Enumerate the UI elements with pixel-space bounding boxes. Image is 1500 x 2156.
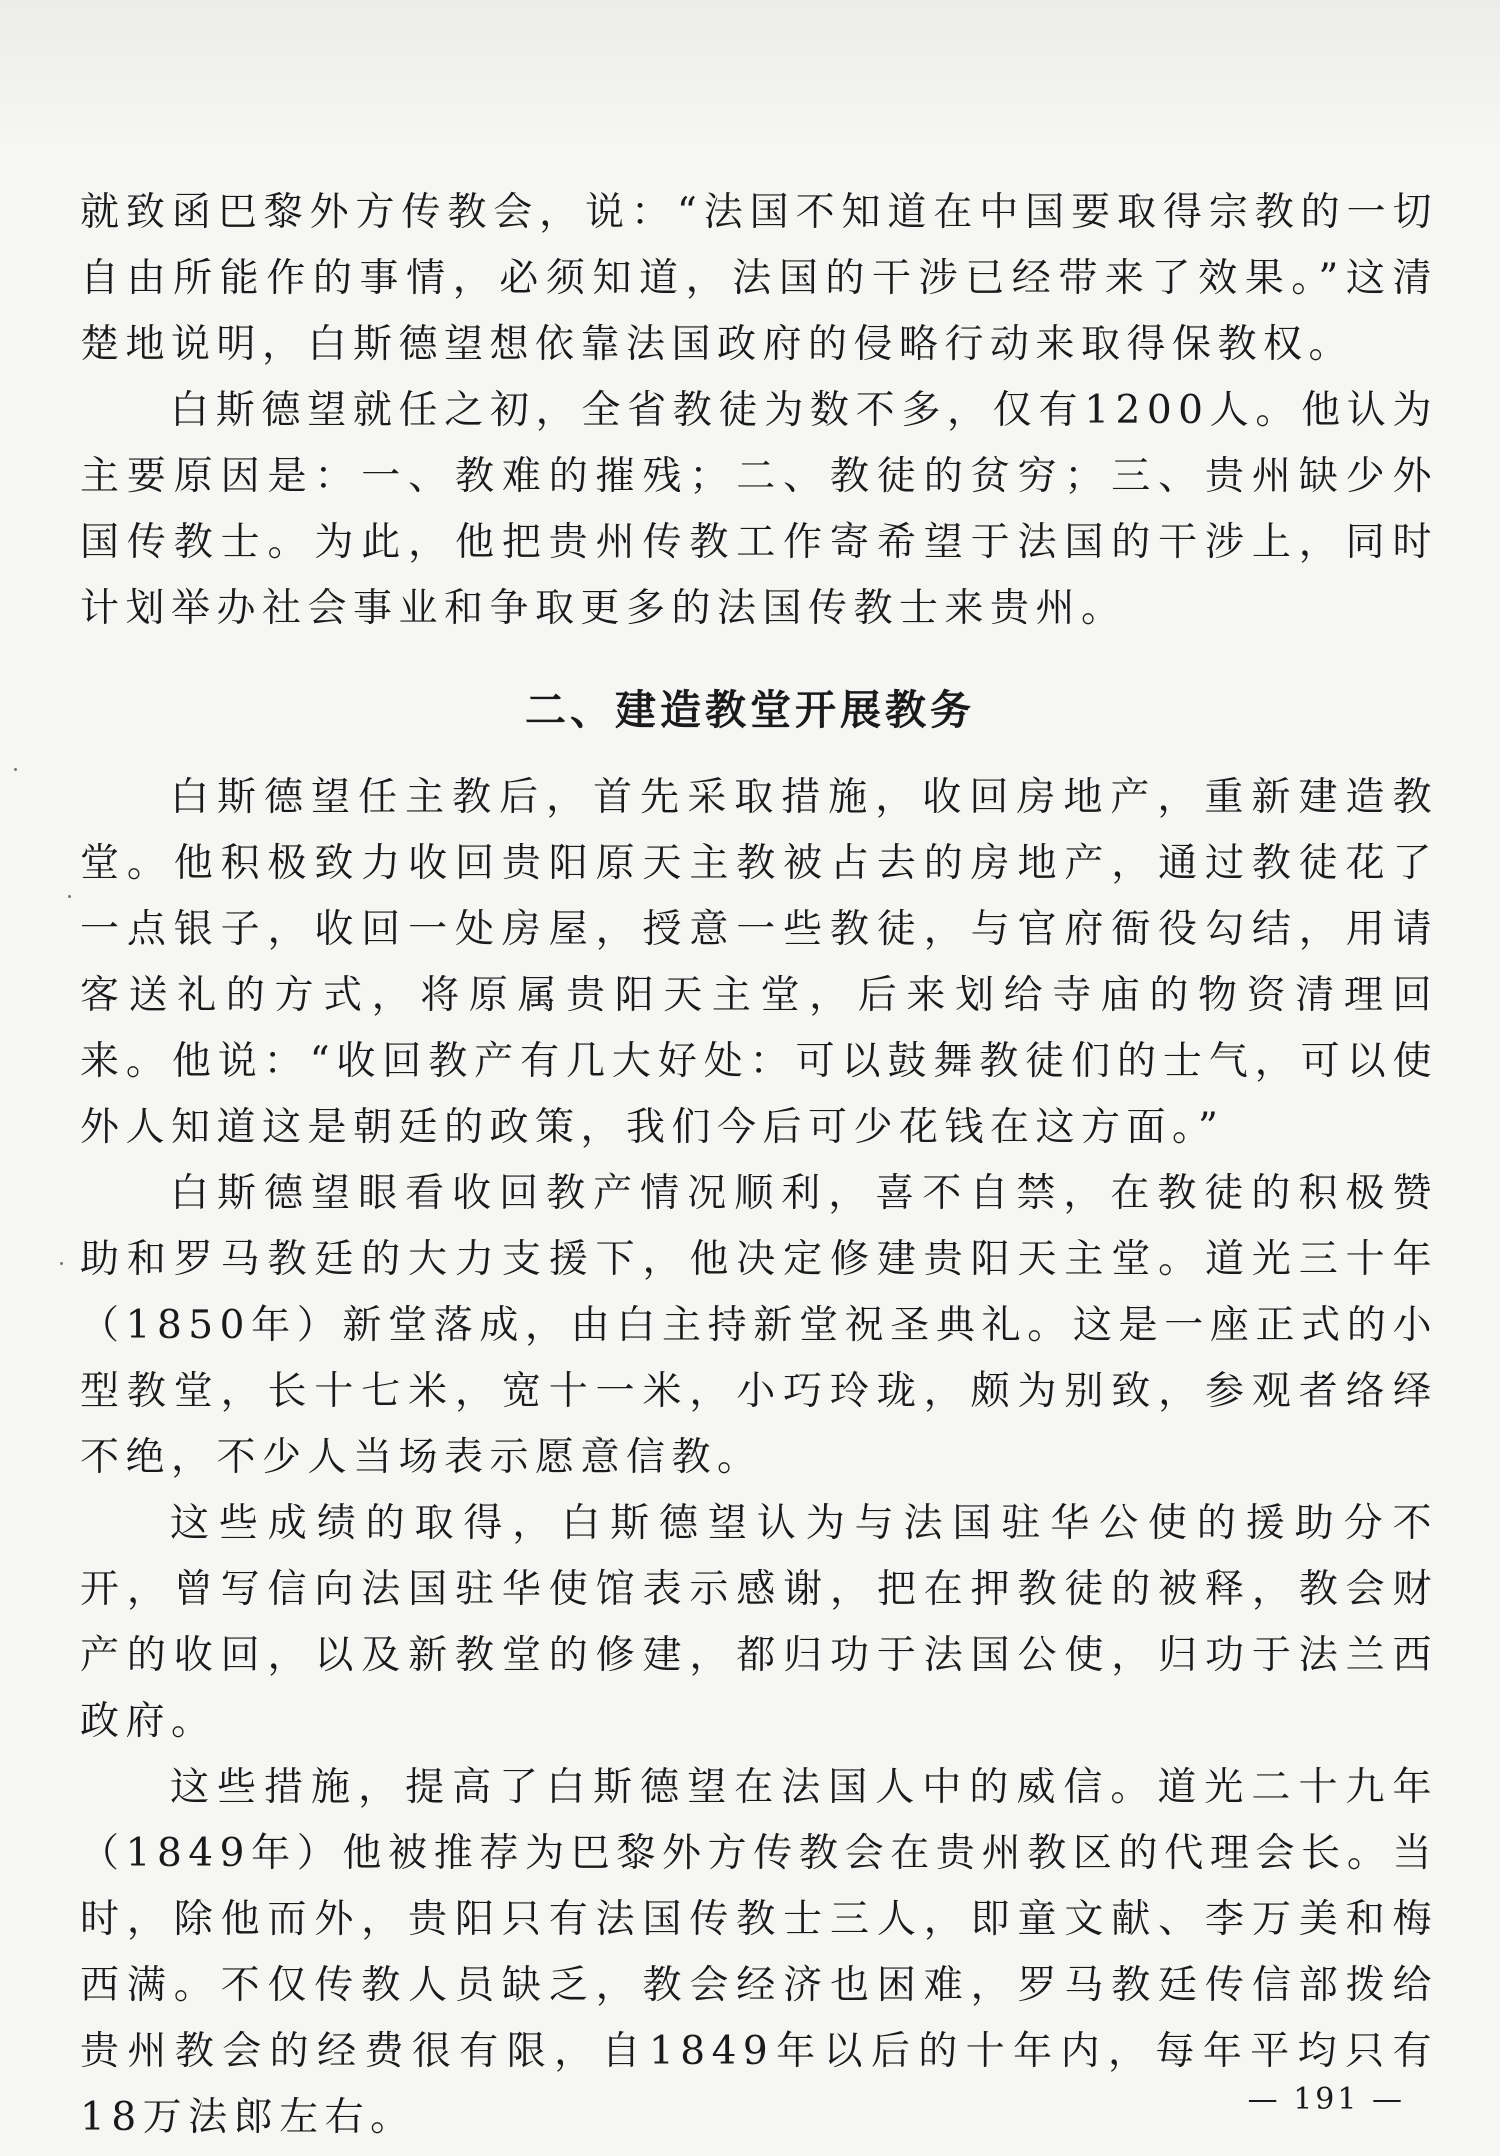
paragraph: 这些措施，提高了白斯德望在法国人中的威信。道光二十九年（1849年）他被推荐为巴黎外方传教会在贵州教区的代理会长。当时，除他而外，贵阳只有法国传教士三人，即童文献、李万美和梅西满。不仅传教人员缺乏，教会经济也困难，罗马教廷传信部拨给贵州教会的经费很有限，自1849年以后的十年内，每年平均只有18万法郎左右。: [80, 1765, 1438, 2140]
scan-speck: [14, 768, 17, 771]
section-heading: 二、建造教堂开展教务: [525, 686, 975, 734]
text-block-main: [80, 765, 1438, 2151]
paragraph: 这些成绩的取得，白斯德望认为与法国驻华公使的援助分不开，曾写信向法国驻华使馆表示感谢，把在押教徒的被释，教会财产的收回，以及新教堂的修建，都归功于法国公使，归功于法兰西政府。: [80, 1501, 1438, 1744]
text-block-top: [80, 180, 1438, 642]
scan-speck: [60, 1262, 63, 1265]
scan-speck: [68, 895, 71, 898]
paragraph: 白斯德望任主教后，首先采取措施，收回房地产，重新建造教堂。他积极致力收回贵阳原天主教被占去的房地产，通过教徒花了一点银子，收回一处房屋，授意一些教徒，与官府衙役勾结，用请客送礼的方式，将原属贵阳天主堂，后来划给寺庙的物资清理回来。他说：“收回教产有几大好处：可以鼓舞教徒们的士气，可以使外人知道这是朝廷的政策，我们今后可少花钱在这方面。”: [80, 775, 1438, 1150]
paragraph: 白斯德望眼看收回教产情况顺利，喜不自禁，在教徒的积极赞助和罗马教廷的大力支援下，他决定修建贵阳天主堂。道光三十年（1850年）新堂落成，由白主持新堂祝圣典礼。这是一座正式的小型教堂，长十七米，宽十一米，小巧玲珑，颇为别致，参观者络绎不绝，不少人当场表示愿意信教。: [80, 1171, 1438, 1480]
scan-shadow: [0, 0, 1500, 150]
paragraph: 白斯德望就任之初，全省教徒为数不多，仅有1200人。他认为主要原因是：一、教难的摧残；二、教徒的贫穷；三、贵州缺少外国传教士。为此，他把贵州传教工作寄希望于法国的干涉上，同时计划举办社会事业和争取更多的法国传教士来贵州。: [80, 388, 1438, 631]
paragraph-continued: 就致函巴黎外方传教会，说：“法国不知道在中国要取得宗教的一切自由所能作的事情，必须知道，法国的干涉已经带来了效果。”这清楚地说明，白斯德望想依靠法国政府的侵略行动来取得保教权。: [80, 190, 1438, 367]
page-number: — 191 —: [1247, 2082, 1405, 2117]
